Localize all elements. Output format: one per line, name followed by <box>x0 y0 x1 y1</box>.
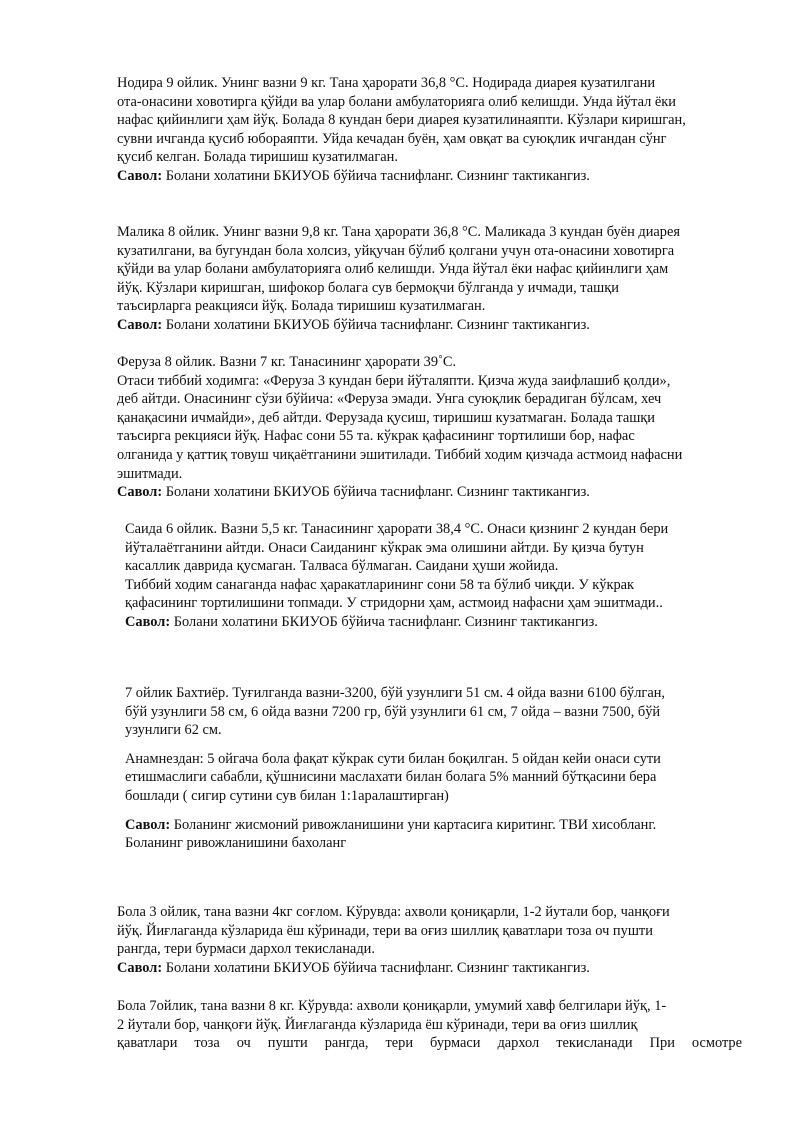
anamnesis-line: бошлади ( сигир сутини сув билан 1:1аралаштирган) <box>125 787 449 804</box>
case-text-line: нафас қийинлиги ҳам йўқ. Болада 8 кундан бери диарея кузатилинаяпти. Кўзлари киришган, <box>117 112 686 129</box>
question-label: Савол: <box>117 959 163 976</box>
question-label: Савол: <box>125 816 171 833</box>
anamnesis-line: етишмаслиги сабабли, қўшнисини маслахати билан болага 5% манний бўтқасини бера <box>125 769 657 786</box>
case-text-line: йўқ. Кўзлари киришган, шифокор болага сув бермоқчи бўлганда у ичмади, ташқи <box>117 279 619 296</box>
case-child-3-months <box>117 903 742 977</box>
case-text-line: йўқ. Йиғлаганда кўзларида ёш кўринади, тери ва оғиз шиллиқ қаватлари тоза оч пушти <box>117 922 653 939</box>
question-label: Савол: <box>117 167 163 184</box>
case-text-line: 2 йутали бор, чанқоғи йўқ. Йиғлаганда кўзларида ёш кўринади, тери ва оғиз шиллиқ <box>117 1016 638 1033</box>
case-text-line: касаллик даврида қусмаган. Талваса бўлмаган. Саидани ҳуши жойида. <box>125 558 559 575</box>
case-text-line: деб айтди. Онасининг сўзи бўйича: «Феруза эмади. Унга суюқлик берадиган бўлсам, хеч <box>117 391 662 408</box>
case-text-line: қафасининг тортилишини топмади. У стридорни ҳам, астмоид нафасни ҳам эшитмади.. <box>125 595 663 612</box>
case-text-line: ота-онасини ховотирга қўйди ва улар болани амбулаторияга олиб келишди. Унда йўтал ёки <box>117 93 676 110</box>
question-text: Болани холатини БКИУОБ бўйича таснифланг. Сизнинг тактикангиз. <box>162 316 590 333</box>
case-text-line: сувни ичганда қусиб юбораяпти. Уйда кечадан буён, ҳам овқат ва суюқлик ичгандан сўнг <box>117 130 667 147</box>
question-label: Савол: <box>125 613 171 630</box>
case-text-line: кузатилгани, ва бугундан бола холсиз, уйқучан бўлиб қолгани учун ота-онасини ховотирга <box>117 242 675 259</box>
case-text-line: Феруза 8 ойлик. Вазни 7 кг. Танасининг ҳарорати 39˚С. <box>117 354 457 370</box>
question-line: Боланинг ривожланишини бахоланг <box>125 835 347 852</box>
case-saida <box>125 520 742 632</box>
case-text-line: 7 ойлик Бахтиёр. Туғилганда вазни-3200, бўй узунлиги 51 см. 4 ойда вазни 6100 бўлган, <box>125 685 666 701</box>
question-line <box>125 816 742 835</box>
case-text-line: Отаси тиббий ходимга: «Феруза 3 кундан бери йўталяпти. Қизча жуда заифлашиб қолди», <box>117 372 671 389</box>
case-text-line: Саида 6 ойлик. Вазни 5,5 кг. Танасининг ҳарорати 38,4 °С. Онаси қизнинг 2 кундан бери <box>125 521 669 537</box>
case-text-line: бўй узунлиги 58 см, 6 ойда вазни 7200 гр, бўй узунлиги 61 см, 7 ойда – вазни 7500, бўй <box>125 703 661 720</box>
case-bakhtiyor <box>125 684 742 853</box>
case-text-line: Бола 7ойлик, тана вазни 8 кг. Кўрувда: ахволи қониқарли, умумий хавф белгилари йўқ, 1- <box>117 998 667 1014</box>
case-text-line: таъсирларга реакцияси йўқ. Болада тиришиш кузатилмаган. <box>117 298 486 315</box>
anamnesis-line: Анамнездан: 5 ойгача бола фақат кўкрак сути билан боқилган. 5 ойдан кейи онаси сути <box>125 750 661 767</box>
case-text-line: Бола 3 ойлик, тана вазни 4кг соғлом. Кўрувда: ахволи қониқарли, 1-2 йутали бор, чанқоғи <box>117 904 670 920</box>
case-text-line: қўйди ва улар болани амбулаторияга олиб келишди. Унда йўтал ёки нафас қийинлиги ҳам <box>117 261 669 278</box>
question-text: Болани холатини БКИУОБ бўйича таснифланг. Сизнинг тактикангиз. <box>162 959 590 976</box>
case-text-line: таъсирга рекцияси йўқ. Нафас сони 55 та. кўкрак қафасининг тортилиши бор, нафас <box>117 428 635 445</box>
case-text-line: Нодира 9 ойлик. Унинг вазни 9 кг. Тана ҳарорати 36,8 °С. Нодирада диарея кузатилгани <box>117 75 656 91</box>
question-text: Боланинг жисмоний ривожланишини уни картасига киритинг. ТВИ хисобланг. <box>170 816 657 833</box>
question-label: Савол: <box>117 316 163 333</box>
case-text-line: қусиб келган. Болада тиришиш кузатилмаган. <box>117 149 398 166</box>
case-text-line: қаватлари тоза оч пушти рангда, тери бурмаси дархол текисланади При осмотре <box>117 1035 742 1052</box>
case-text-line: эшитмади. <box>117 465 183 482</box>
case-nodira <box>117 74 742 186</box>
question-line <box>117 959 742 978</box>
case-child-7-months <box>117 997 742 1053</box>
question-text: Болани холатини БКИУОБ бўйича таснифланг. Сизнинг тактикангиз. <box>162 167 590 184</box>
case-text-line: олганида у қаттиқ товуш чиқаётганини эшитилади. Тиббий ходим қизчада астмоид нафасни <box>117 446 683 463</box>
case-text-line: узунлиги 62 см. <box>125 722 222 739</box>
question-text: Болани холатини БКИУОБ бўйича таснифланг. Сизнинг тактикангиз. <box>170 613 598 630</box>
case-text-line: йўталаётганини айтди. Онаси Саиданинг кўкрак эма олишини айтди. Бу қизча бутун <box>125 539 644 556</box>
question-line <box>117 483 742 502</box>
question-line <box>117 316 742 335</box>
question-line <box>125 613 742 632</box>
case-text-line: Малика 8 ойлик. Унинг вазни 9,8 кг. Тана ҳарорати 36,8 °С. Маликада 3 кундан буён диарея <box>117 224 680 240</box>
case-text-line: Тиббий ходим санаганда нафас ҳаракатларининг сони 58 та бўлиб чиқди. У кўкрак <box>125 576 635 593</box>
question-text: Болани холатини БКИУОБ бўйича таснифланг. Сизнинг тактикангиз. <box>162 484 590 501</box>
case-feruza <box>117 353 742 502</box>
question-line <box>117 167 742 186</box>
case-malika <box>117 223 742 335</box>
case-text-line: қанақасини ичмайди», деб айтди. Ферузада қусиш, тиришиш кузатмаган. Болада ташқи <box>117 409 655 426</box>
question-label: Савол: <box>117 484 163 501</box>
case-text-line: рангда, тери бурмаси дархол текисланади. <box>117 941 375 958</box>
